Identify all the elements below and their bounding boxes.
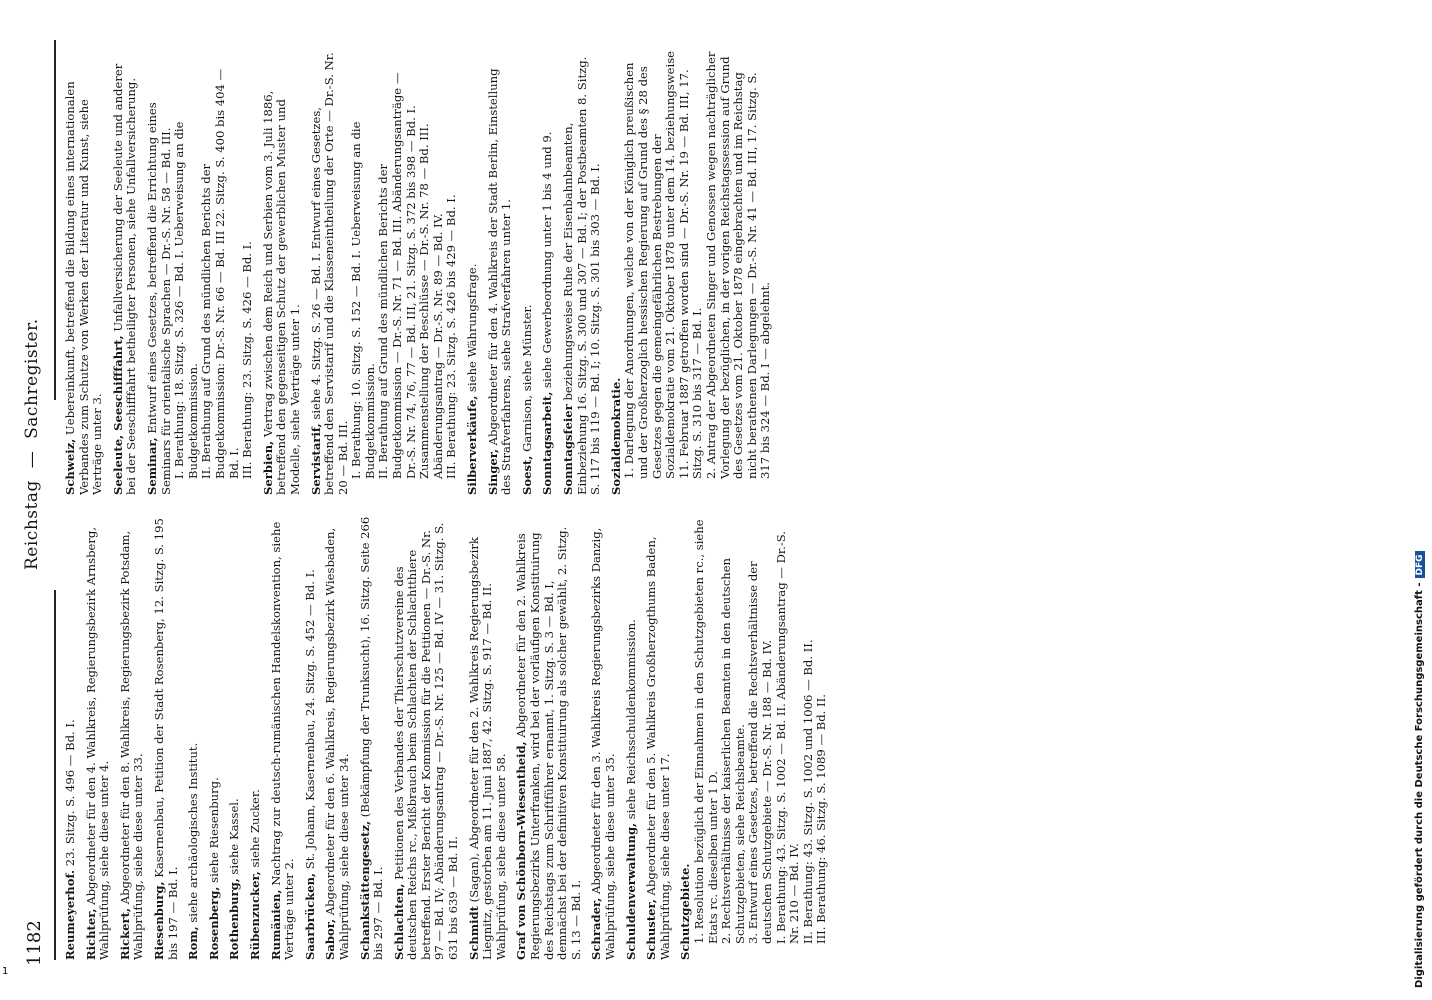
right-column: [64, 50, 780, 495]
entry-subitem: 2. Antrag der Abgeordneten Singer und Genossen wegen nachträglicher Vorlegung der bezüglichen, in der vorigen Reichstagssession auf Grund des Gesetzes vom 21. Oktober 1878 eingebrachten und im Reichstag nicht berathenen Darlegungen — Dr.-S. Nr. 41 — Bd. III, 17. Sitzg. S. 317 bis 324 — Bd. I — abgelehnt.: [703, 51, 773, 479]
index-entry: [262, 50, 303, 495]
running-dash: —: [22, 450, 42, 469]
entry-title: Seeleute, Seeschifffahrt,: [110, 335, 125, 495]
index-entry: [521, 50, 535, 495]
entry-title: Schuldenverwaltung,: [623, 822, 638, 960]
page-header: [0, 0, 60, 1000]
dfg-sidebar: [1414, 8, 1428, 988]
entry-text: siehe archäologisches Institut.: [186, 742, 201, 923]
entry-title: Rosenberg,: [206, 886, 221, 960]
entry-title: Schlachten,: [391, 883, 406, 960]
entry-title: Saarbrücken,: [302, 872, 317, 960]
entry-subitem: I. Berathung: 10. Sitzg. S. 152 — Bd. I. Ueberweisung an die Budgetkommission.: [349, 121, 377, 479]
entry-text: Abgeordneter für den 2. Wahlkreis Regierungsbezirks Unterfranken, wird bei der vorläufigen Konstituirung des Reichstags zum Schriftführer ernannt, 1. Sitzg. S. 3 — Bd. I, demnächst bei der definitiven Konstituirung als solcher gewählt, 2. Sitzg. S. 13 — Bd. I.: [514, 526, 583, 960]
index-entry: [324, 515, 351, 960]
index-entry: [625, 515, 639, 960]
entry-text: siehe Währungsfrage.: [465, 263, 480, 392]
entry-subitem: II. Berathung: 43. Sitzg. S. 1002 und 1006 — Bd. II.: [800, 639, 815, 944]
entry-title: Soest,: [519, 455, 534, 495]
entry-title: Sonntagsfeier: [561, 404, 575, 495]
entry-text: siehe Zucker.: [247, 789, 262, 868]
entry-text: St. Johann, Kasernenbau, 24. Sitzg. S. 452 — Bd. I.: [302, 569, 317, 870]
index-entry: [208, 515, 222, 960]
entry-text: Entwurf eines Gesetzes, betreffend die Errichtung eines Seminars für orientalische Sprachen — Dr.-S. Nr. 58 — Bd. III.: [144, 102, 173, 495]
index-entry: [645, 515, 672, 960]
corner-mark: 1: [2, 966, 9, 977]
index-entry: [393, 515, 461, 960]
entry-title: Rickert,: [117, 907, 132, 960]
entry-title: Rumänien,: [268, 889, 283, 960]
entry-text: Abgeordneter für den 4. Wahlkreis, Regierungsbezirk Arnsberg, Wahlprüfung, siehe diese unter 4.: [83, 526, 112, 960]
dfg-logo: DFG: [1415, 551, 1425, 578]
entry-subitem: 1. Darlegung der Anordnungen, welche von der Königlich preußischen und der Großherzoglich hessischen Regierung auf Grund des § 28 des Gesetzes gegen die gemeingefährlichen Bestrebungen der Sozialdemokratie vom 21. Oktober 1878 unter dem 14. beziehungsweise 11. Februar 1887 getroffen worden sind — Dr.-S. Nr. 19 — Bd. III, 17. Sitzg. S. 310 bis 317 — Bd. I.: [622, 50, 705, 479]
index-entry: [187, 515, 201, 960]
entry-subitem: III. Berathung: 23. Sitzg. S. 426 bis 429 — Bd. I.: [444, 194, 459, 479]
entry-title: Schrader,: [589, 897, 604, 960]
index-entry: [64, 50, 105, 495]
index-entry: [153, 515, 180, 960]
entry-title: Rübenzucker,: [247, 871, 262, 960]
entry-text: (Sagan), Abgeordneter für den 2. Wahlkreis Regierungsbezirk Liegnitz, gestorben am 11. Juni 1887, 42. Sitzg. S. 917 — Bd. II. Wahlprüfung, siehe diese unter 58.: [466, 537, 508, 960]
running-title: Reichstag: [22, 480, 42, 570]
page-number: 1182: [24, 920, 45, 966]
entry-text: (Bekämpfung der Trunksucht), 16. Sitzg. Seite 266 bis 297 — Bd. I.: [357, 516, 386, 960]
entry-title: Sonntagsarbeit,: [540, 391, 555, 495]
entry-text: siehe Riesenburg.: [206, 777, 221, 883]
entry-title: Seminar,: [144, 437, 159, 495]
entry-title: Rothenburg,: [227, 878, 242, 960]
entry-text: Abgeordneter für den 4. Wahlkreis der Stadt Berlin, Einstellung des Strafverfahrens, siehe Strafverfahren unter 1.: [485, 68, 514, 495]
header-rule-left: [54, 590, 56, 960]
left-column: [64, 515, 836, 960]
entry-title: Schweiz,: [63, 438, 77, 495]
entry-title: Sabor,: [323, 918, 338, 960]
index-entry: [610, 50, 773, 495]
entry-title: Singer,: [485, 449, 500, 495]
entry-text: siehe Kassel.: [227, 798, 242, 875]
dfg-credit: [1414, 8, 1425, 988]
index-entry: [679, 515, 829, 960]
index-entry: [85, 515, 112, 960]
index-entry: [468, 515, 509, 960]
entry-title: Richter,: [83, 908, 98, 960]
entry-text: Vertrag zwischen dem Reich und Serbien vom 3. Juli 1886, betreffend den gegenseitigen Schutz der gewerblichen Muster und Modelle, siehe Verträge unter 1.: [260, 90, 302, 495]
entry-text: Kasernenbau, Petition der Stadt Rosenberg, 12. Sitzg. S. 195 bis 197 — Bd. I.: [151, 518, 180, 960]
entry-text: 23. Sitzg. S. 496 — Bd. I.: [63, 719, 77, 867]
entry-title: Servistarif,: [308, 423, 323, 495]
entry-subitem: I. Berathung: 18. Sitzg. S. 326 — Bd. I. Ueberweisung an die Budgetkommission.: [172, 121, 200, 479]
entry-title: Sozialdemokratie.: [608, 377, 623, 495]
index-entry: [359, 515, 386, 960]
entry-title: Schuster,: [644, 899, 659, 960]
entry-text: beziehungsweise Ruhe der Eisenbahnbeamten, Einbeziehung 16. Sitzg. S. 300 und 307 — Bd. I; der Postbeamten 8. Sitzg. S. 117 bis 119 — Bd. I; 10. Sitzg. S. 301 bis 303 — Bd. I.: [561, 56, 603, 495]
entry-subitem: 3. Entwurf eines Gesetzes, betreffend die Rechtsverhältnisse der deutschen Schutzgebiete — Dr.-S. Nr. 188 — Bd. IV.: [746, 561, 774, 944]
entry-title: Schmidt: [466, 906, 481, 960]
entry-title: Reumeyerhof.: [63, 869, 77, 960]
index-entry: [541, 50, 555, 495]
entry-text: Unfallversicherung der Seeleute und anderer bei der Seeschifffahrt betheiligter Personen, siehe Unfallversicherung.: [110, 63, 139, 495]
entry-text: Abgeordneter für den 5. Wahlkreis Großherzogthums Baden, Wahlprüfung, siehe diese unter 17.: [644, 536, 672, 960]
section-title: Sachregister.: [22, 318, 42, 439]
entry-title: Silberverkäufe,: [465, 395, 480, 495]
entry-text: siehe Gewerbeordnung unter 1 bis 4 und 9.: [540, 131, 555, 388]
entry-title: Schankstättengesetz,: [357, 820, 372, 960]
running-head: [22, 318, 42, 570]
index-entry: [310, 50, 460, 495]
entry-text: Abgeordneter für den 6. Wahlkreis, Regierungsbezirk Wiesbaden, Wahlprüfung, siehe diese unter 34.: [323, 527, 351, 960]
entry-text: Garnison, siehe Münster.: [519, 304, 534, 452]
entry-text: siehe Reichsschuldenkommission.: [623, 619, 638, 820]
entry-title: Riesenburg,: [151, 881, 166, 960]
entry-subitem: 1. Resolution bezüglich der Einnahmen in den Schutzgebieten rc., siehe Etats rc. dieselben unter 1 D.: [691, 519, 720, 944]
entry-subitem: 2. Rechtsverhältnisse der kaiserlichen Beamten in den deutschen Schutzgebieten, siehe Reichsbeamte.: [719, 557, 747, 944]
index-entry: [466, 50, 480, 495]
entry-text: Petitionen des Verbandes der Thierschutzvereine des deutschen Reichs rc., Mißbrauch beim Schlachten der Schlachtthiere betreffend. Erster Bericht der Kommission für die Petitionen — Dr.-S. Nr. 97 — Bd. IV; Abänderungsantrag — Dr.-S. Nr. 125 — Bd. IV — 31. Sitzg. S. 631 bis 639 — Bd. II.: [391, 522, 461, 960]
entry-text: Abgeordneter für den 3. Wahlkreis Regierungsbezirks Danzig, Wahlprüfung, siehe diese unter 35.: [589, 527, 617, 960]
index-entry: [562, 50, 603, 495]
dfg-credit-text: Digitalisierung gefördert durch die Deutsche Forschungsgemeinschaft -: [1414, 582, 1425, 988]
index-entry: [487, 50, 514, 495]
entry-title: Rom,: [186, 926, 201, 960]
index-entry: [64, 515, 78, 960]
header-rule-right: [54, 40, 56, 400]
index-entry: [304, 515, 318, 960]
entry-text: Abgeordneter für den 8. Wahlkreis, Regierungsbezirk Potsdam, Wahlprüfung, siehe diese unter 33.: [117, 530, 146, 960]
index-entry: [112, 50, 139, 495]
index-entry: [515, 515, 583, 960]
entry-title: Graf von Schönborn-Wiesentheid,: [514, 741, 529, 960]
index-entry: [590, 515, 617, 960]
entry-text: Uebereinkunft, betreffend die Bildung eines internationalen Verbandes zum Schutze von Werken der Literatur und Kunst, siehe Verträge unter 3.: [63, 81, 105, 495]
entry-subitem: II. Berathung auf Grund des mündlichen Berichts der Budgetkommission — Dr.-S. Nr. 71 — Bd. III. Abänderungsanträge — Dr.-S. Nr. 74, 76, 77 — Bd. III, 21. Sitzg. S. 372 bis 398 — Bd. I. Zusammenstellung der Beschlüsse — Dr.-S. Nr. 78 — Bd. III. Abänderungsantrag — Dr.-S. Nr. 89 — Bd. IV.: [376, 72, 445, 479]
index-entry: [270, 515, 297, 960]
index-entry: [119, 515, 146, 960]
entry-text: Nachtrag zur deutsch-rumänischen Handelskonvention, siehe Verträge unter 2.: [268, 521, 297, 960]
index-entry: [228, 515, 242, 960]
entry-subitem: I. Berathung: 43. Sitzg. S. 1002 — Bd. II. Abänderungsantrag — Dr.-S. Nr. 210 — Bd. IV.: [773, 531, 802, 944]
index-entry: [249, 515, 263, 960]
entry-text: siehe 4. Sitzg. S. 26 — Bd. I. Entwurf eines Gesetzes, betreffend den Servistarif und die Klasseneintheilung der Orte — Dr.-S. Nr. 20 — Bd. III.: [308, 52, 350, 495]
entry-title: Schutzgebiete.: [678, 863, 693, 960]
entry-subitem: III. Berathung: 23. Sitzg. S. 426 — Bd. I.: [240, 241, 255, 479]
entry-subitem: III. Berathung: 46. Sitzg. S. 1089 — Bd. II.: [814, 694, 829, 944]
index-entry: [146, 50, 255, 495]
entry-subitem: II. Berathung auf Grund des mündlichen Berichts der Budgetkommission: Dr.-S. Nr. 66 — Bd. III 22. Sitzg. S. 400 bis 404 — Bd. I.: [199, 68, 241, 479]
entry-title: Serbien,: [260, 440, 275, 495]
